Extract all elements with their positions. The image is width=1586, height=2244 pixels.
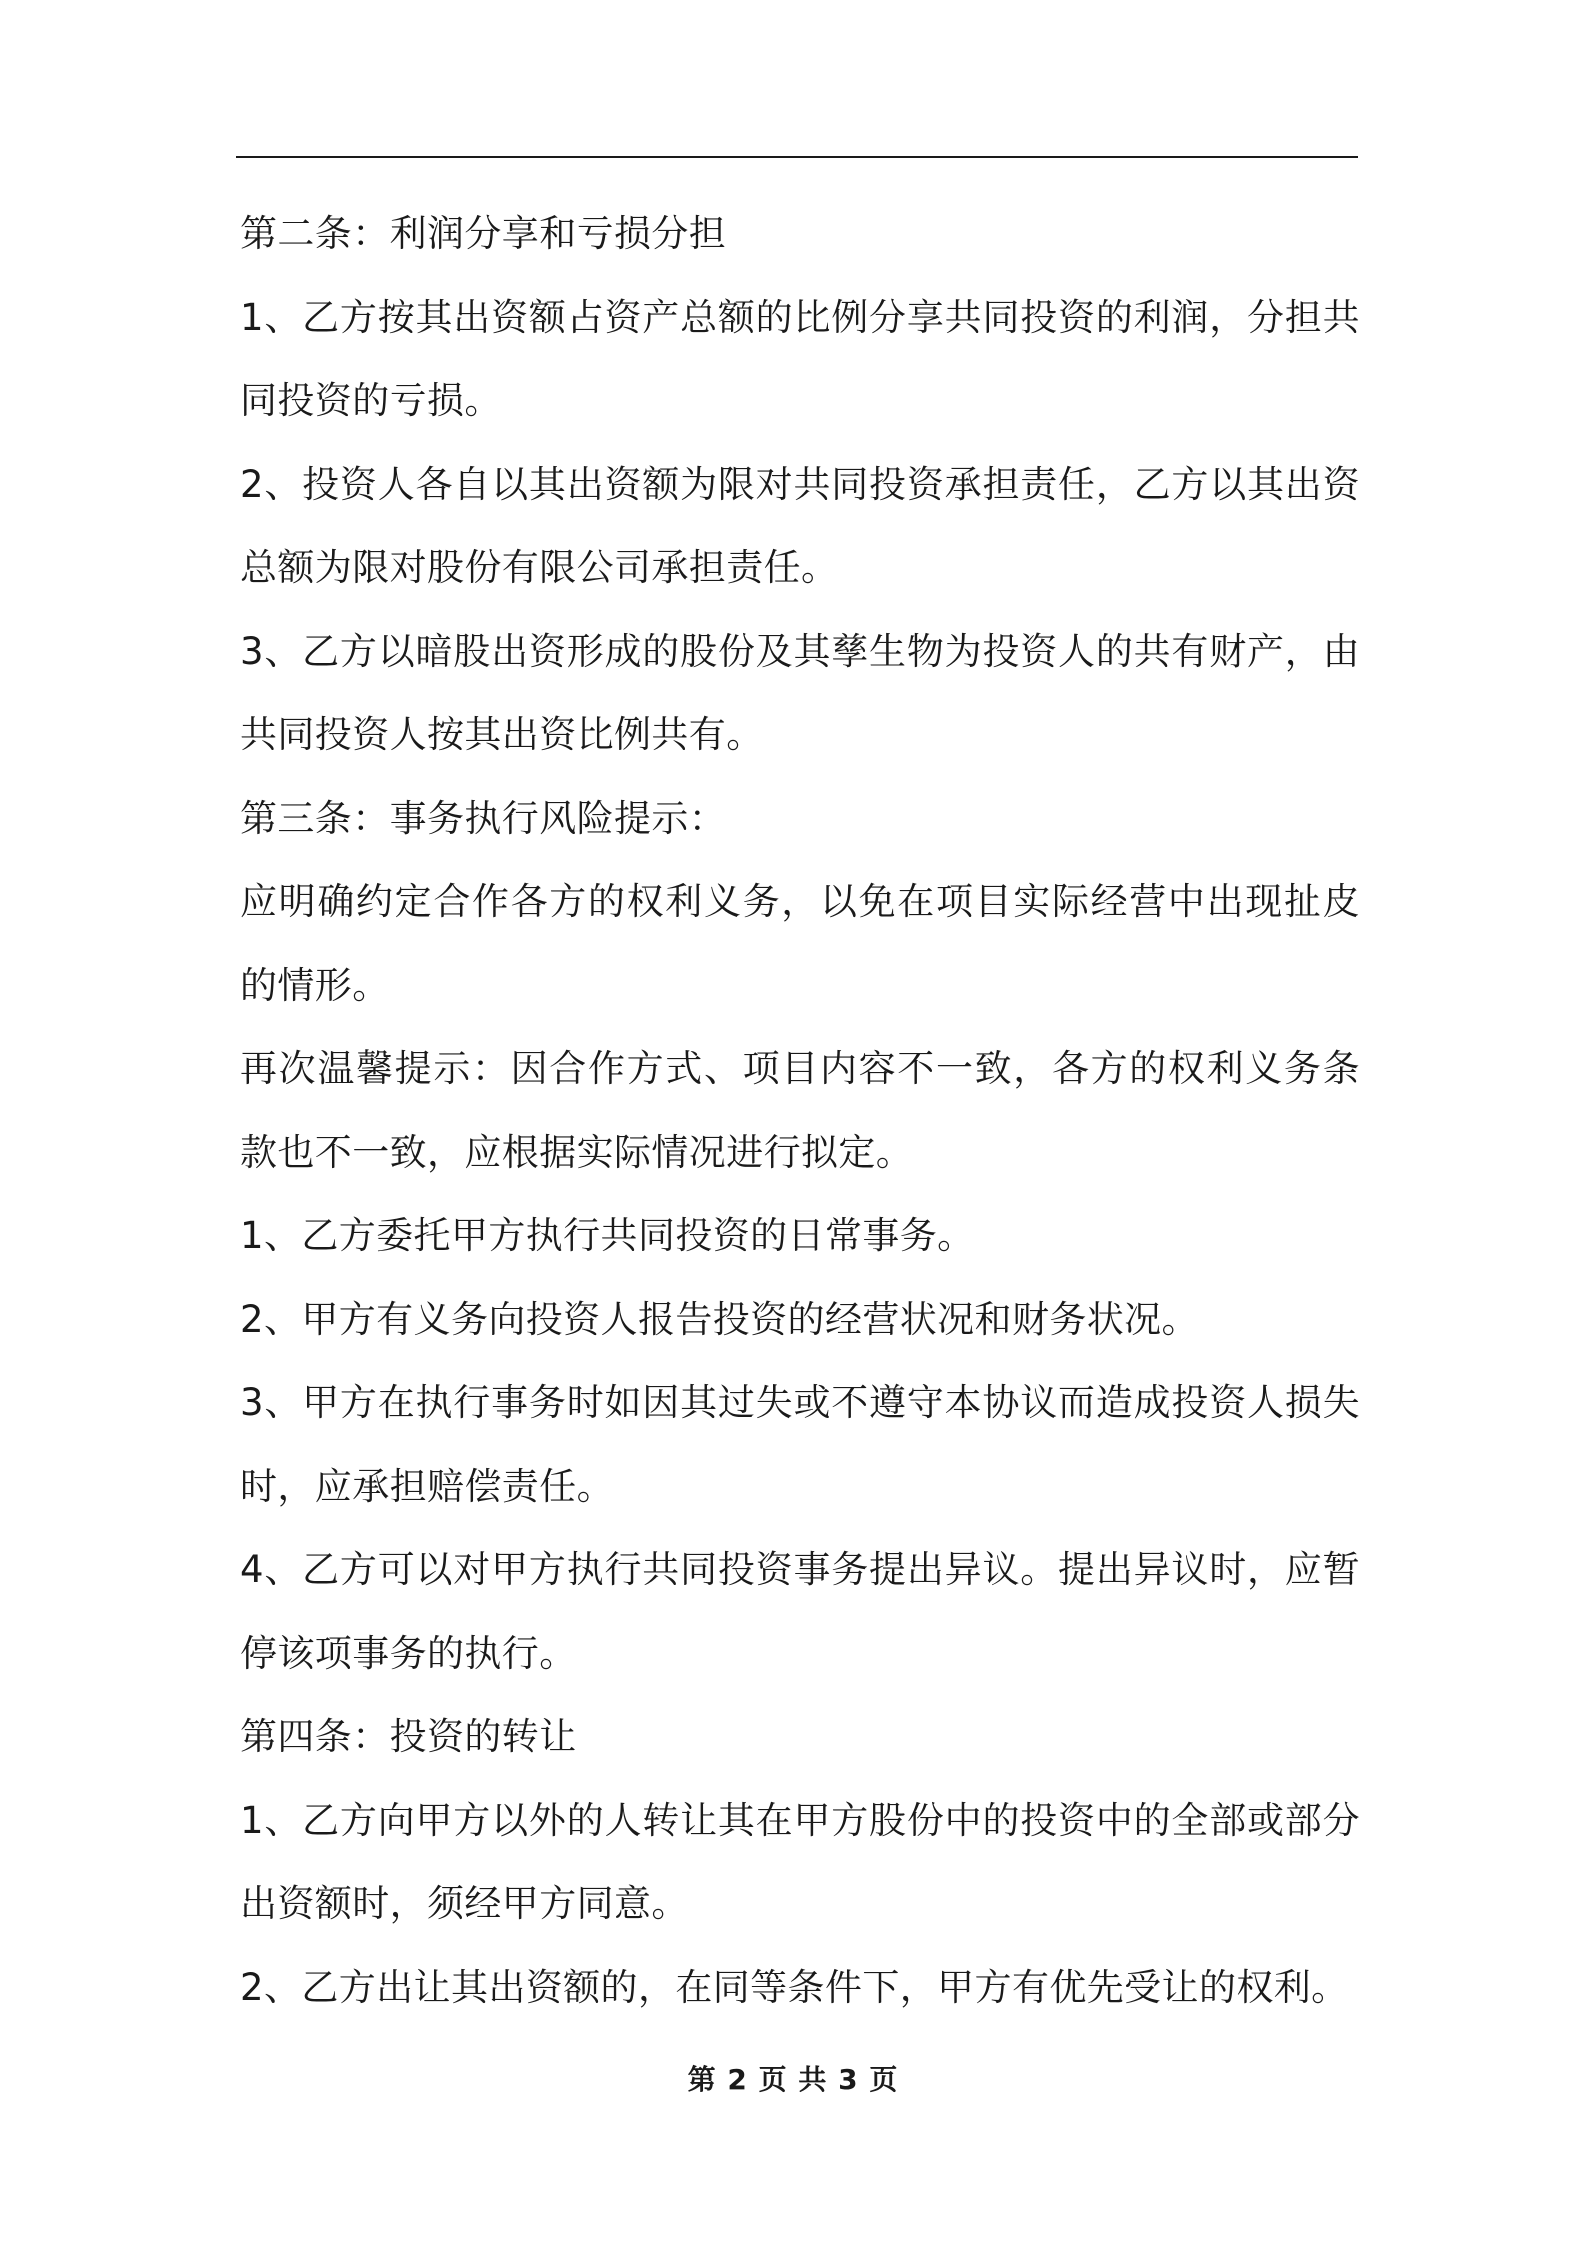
clause-2-1: 1、乙方按其出资额占资产总额的比例分享共同投资的利润，分担共同投资的亏损。 xyxy=(240,295,1360,422)
section-heading-article-3: 第三条：事务执行风险提示： xyxy=(240,796,727,840)
document-body xyxy=(240,192,1360,2029)
clause-2-3: 3、乙方以暗股出资形成的股份及其孳生物为投资人的共有财产，由共同投资人按其出资比例共有。 xyxy=(240,629,1360,756)
page-number: 第 2 页 共 3 页 xyxy=(687,2063,899,2096)
clause-3-3: 3、甲方在执行事务时如因其过失或不遵守本协议而造成投资人损失时，应承担赔偿责任。 xyxy=(240,1381,1360,1508)
section-heading-article-4: 第四条：投资的转让 xyxy=(240,1715,577,1758)
clause-3-4: 4、乙方可以对甲方执行共同投资事务提出异议。提出异议时，应暂停该项事务的执行。 xyxy=(240,1548,1360,1675)
risk-note: 应明确约定合作各方的权利义务，以免在项目实际经营中出现扯皮的情形。 xyxy=(240,880,1360,1007)
clause-3-1: 1、乙方委托甲方执行共同投资的日常事务。 xyxy=(240,1214,975,1257)
clause-4-1: 1、乙方向甲方以外的人转让其在甲方股份中的投资中的全部或部分出资额时，须经甲方同意。 xyxy=(240,1798,1360,1925)
reminder-note: 再次温馨提示：因合作方式、项目内容不一致，各方的权利义务条款也不一致，应根据实际情况进行拟定。 xyxy=(240,1047,1360,1174)
header-rule xyxy=(236,156,1358,158)
clause-3-2: 2、甲方有义务向投资人报告投资的经营状况和财务状况。 xyxy=(240,1297,1199,1341)
clause-4-2: 2、乙方出让其出资额的，在同等条件下，甲方有优先受让的权利。 xyxy=(240,1965,1349,2009)
clause-2-2: 2、投资人各自以其出资额为限对共同投资承担责任，乙方以其出资总额为限对股份有限公司承担责任。 xyxy=(240,462,1360,589)
section-heading-article-2: 第二条：利润分享和亏损分担 xyxy=(240,212,727,255)
